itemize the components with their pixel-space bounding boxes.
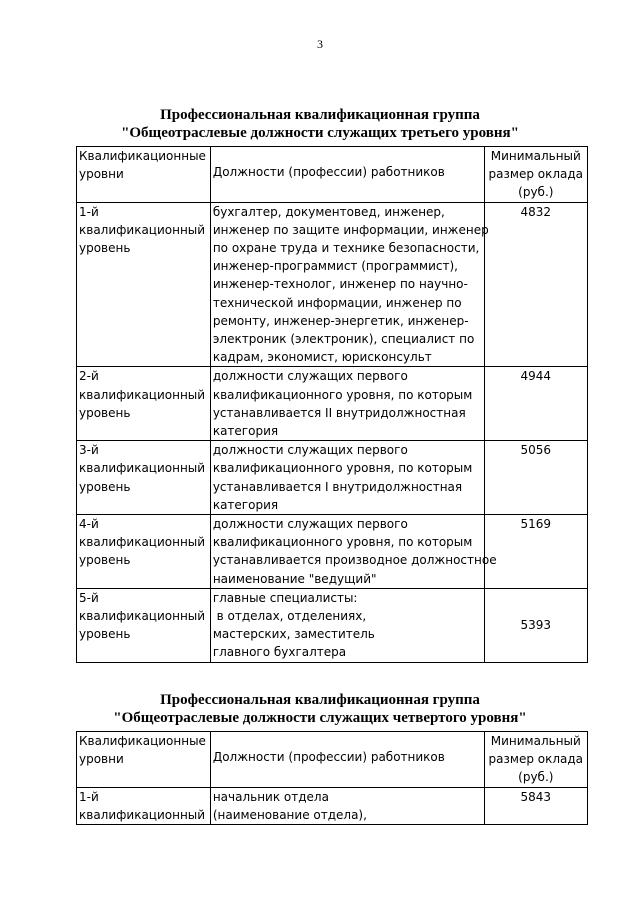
salary-cell: 4944: [484, 367, 587, 441]
salary-cell: 5393: [484, 588, 587, 662]
header-levels: Квалификационные уровни: [77, 732, 211, 788]
group-2-table: [76, 731, 588, 825]
group-1-table: [76, 146, 588, 663]
level-cell: 1-й квалификационный уровень: [77, 202, 211, 367]
table-row: [77, 588, 588, 662]
group-2-title-line-1: Профессиональная квалификационная группа: [160, 692, 480, 708]
table-row: [77, 202, 588, 367]
table-header-row: [77, 732, 588, 788]
page-number: 3: [317, 37, 323, 51]
header-salary: Минимальный размер оклада (руб.): [484, 147, 587, 203]
salary-cell: 5843: [484, 787, 587, 824]
table-row: [77, 787, 588, 824]
level-cell: 5-й квалификационный уровень: [77, 588, 211, 662]
table-row: [77, 367, 588, 441]
salary-cell: 5056: [484, 441, 587, 515]
header-levels: Квалификационные уровни: [77, 147, 211, 203]
level-cell: 4-й квалификационный уровень: [77, 515, 211, 589]
table-row: [77, 515, 588, 589]
positions-cell: должности служащих первого квалификационного уровня, по которым устанавливается производное должностное наименование "ведущий": [210, 515, 484, 589]
group-1-title-line-1: Профессиональная квалификационная группа: [160, 107, 480, 123]
salary-cell: 5169: [484, 515, 587, 589]
group-1-title-line-2: "Общеотраслевые должности служащих третьего уровня": [121, 125, 519, 141]
header-positions: Должности (профессии) работников: [210, 147, 484, 203]
positions-cell: главные специалисты: в отделах, отделениях, мастерских, заместитель главного бухгалтера: [210, 588, 484, 662]
table-row: [77, 441, 588, 515]
group-1-heading: [0, 106, 640, 142]
positions-cell: бухгалтер, документовед, инженер, инженер по защите информации, инженер по охране труда и технике безопасности, инженер-программист (программист), инженер-технолог, инженер по научно- технической информации, инженер по ремонту, инженер-энергетик, инженер- электроник (электроник), специалист по кадрам, экономист, юрисконсульт: [210, 202, 484, 367]
header-salary: Минимальный размер оклада (руб.): [484, 732, 587, 788]
header-positions: Должности (профессии) работников: [210, 732, 484, 788]
table-header-row: [77, 147, 588, 203]
group-2-heading: [0, 691, 640, 727]
group-2-title-line-2: "Общеотраслевые должности служащих четвертого уровня": [113, 710, 527, 726]
level-cell: 1-й квалификационный: [77, 787, 211, 824]
positions-cell: должности служащих первого квалификационного уровня, по которым устанавливается II внутридолжностная категория: [210, 367, 484, 441]
level-cell: 2-й квалификационный уровень: [77, 367, 211, 441]
positions-cell: должности служащих первого квалификационного уровня, по которым устанавливается I внутридолжностная категория: [210, 441, 484, 515]
salary-cell: 4832: [484, 202, 587, 367]
level-cell: 3-й квалификационный уровень: [77, 441, 211, 515]
positions-cell: начальник отдела (наименование отдела),: [210, 787, 484, 824]
